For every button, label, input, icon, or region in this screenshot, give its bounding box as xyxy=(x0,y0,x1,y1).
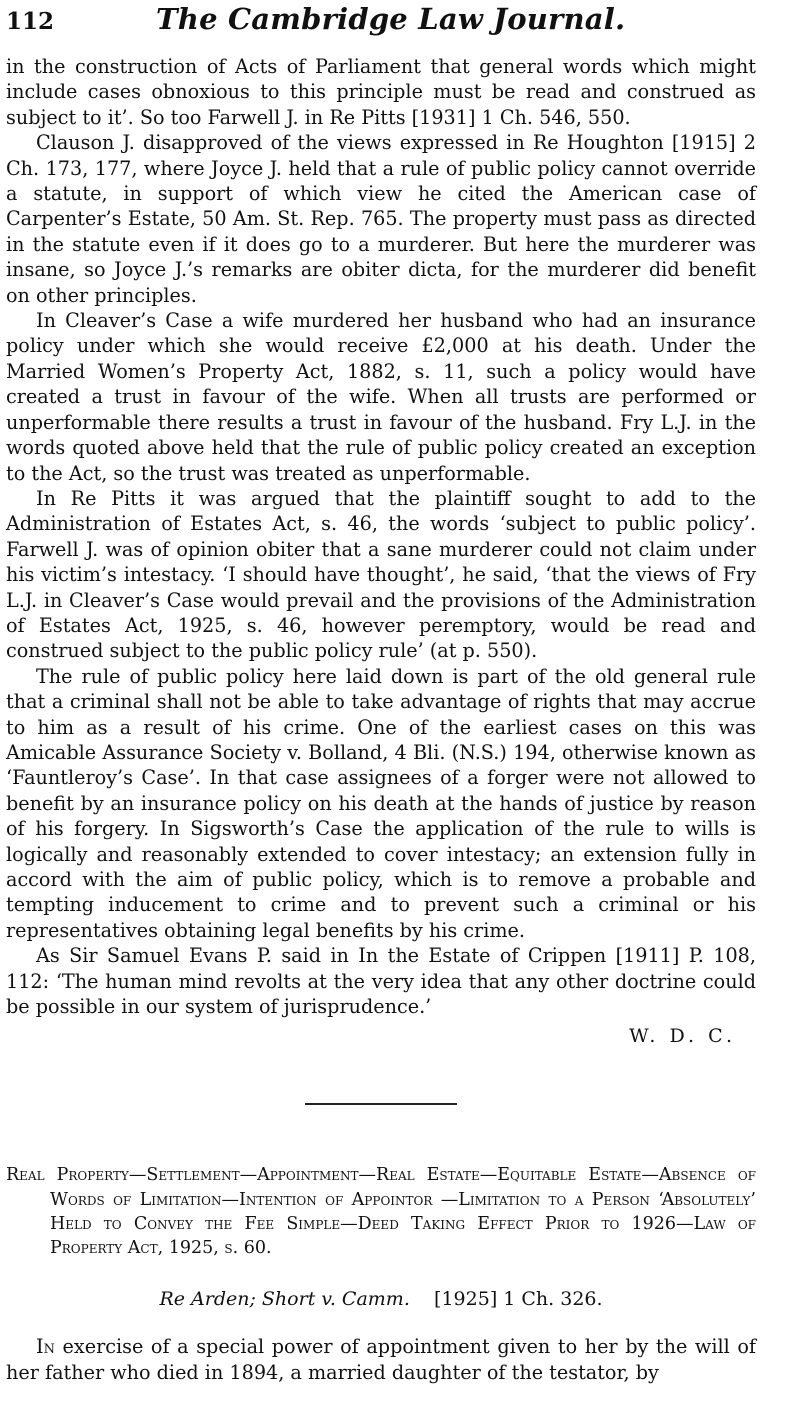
lead-word: In xyxy=(36,1335,55,1359)
page-number: 112 xyxy=(6,8,55,35)
case-report: [1925] 1 Ch. 326. xyxy=(434,1288,603,1311)
paragraph: In Cleaver’s Case a wife murdered her husband who had an insurance policy under which she would receive £2,000 at his death. Under the Married Women’s Property Act, 1882, s. 11, such a policy would have created a trust in favour of the wife. When all trusts are performed or unperformable there results a trust in favour of the husband. Fry L.J. in the words quoted above held that the rule of public policy created an exception to the Act, so the trust was treated as unperformable. xyxy=(6,309,756,485)
section-divider xyxy=(305,1103,457,1105)
paragraph: As Sir Samuel Evans P. said in In the Estate of Crippen [1911] P. 108, 112: ‘The human mind revolts at the very idea that any other doctrine could be possible in our system of jurisprudence.’ xyxy=(6,944,756,1019)
article-body xyxy=(6,54,756,1019)
case-citation xyxy=(6,1288,756,1310)
case-note-text: exercise of a special power of appointment given to her by the will of her father who died in 1894, a married daughter of the testator, by xyxy=(6,1335,756,1384)
author-initials: W. D. C. xyxy=(629,1025,736,1048)
case-note-body xyxy=(6,1334,756,1385)
journal-title: The Cambridge Law Journal. xyxy=(156,2,626,36)
case-headnote: Real Property—Settlement—Appointment—Real Estate—Equitable Estate—Absence of Words of Limitation—Intention of Appointor —Limitation to a Person ‘Absolutely’ Held to Convey the Fee Simple—Deed Taking Effect Prior to 1926—Law of Property Act, 1925, s. 60. xyxy=(6,1165,756,1259)
paragraph: The rule of public policy here laid down is part of the old general rule that a criminal shall not be able to take advantage of rights that may accrue to him as a result of his crime. One of the earliest cases on this was Amicable Assurance Society v. Bolland, 4 Bli. (N.S.) 194, otherwise known as ‘Fauntleroy’s Case’. In that case assignees of a forger were not allowed to benefit by an insurance policy on his death at the hands of justice by reason of his forgery. In Sigsworth’s Case the application of the rule to wills is logically and reasonably extended to cover intestacy; an extension fully in accord with the aim of public policy, which is to remove a probable and tempting inducement to crime and to prevent such a criminal or his representatives obtaining legal benefits by his crime. xyxy=(6,664,756,942)
paragraph: Clauson J. disapproved of the views expressed in Re Houghton [1915] 2 Ch. 173, 177, where Joyce J. held that a rule of public policy cannot override a statute, in support of which view he cited the American case of Carpenter’s Estate, 50 Am. St. Rep. 765. The property must pass as directed in the statute even if it does go to a murderer. But here the murderer was insane, so Joyce J.’s remarks are obiter dicta, for the murderer did benefit on other principles. xyxy=(6,131,756,307)
case-name: Re Arden; Short v. Camm. xyxy=(159,1288,410,1311)
paragraph: in the construction of Acts of Parliament that general words which might include cases obnoxious to this principle must be read and construed as subject to it’. So too Farwell J. in Re Pitts [1931] 1 Ch. 546, 550. xyxy=(6,55,756,129)
paragraph: In Re Pitts it was argued that the plaintiff sought to add to the Administration of Estates Act, s. 46, the words ‘subject to public policy’. Farwell J. was of opinion obiter that a sane murderer could not claim under his victim’s intestacy. ‘I should have thought’, he said, ‘that the views of Fry L.J. in Cleaver’s Case would prevail and the provisions of the Administration of Estates Act, 1925, s. 46, however peremptory, would be read and construed subject to the public policy rule’ (at p. 550). xyxy=(6,486,756,663)
page-header xyxy=(6,0,756,46)
